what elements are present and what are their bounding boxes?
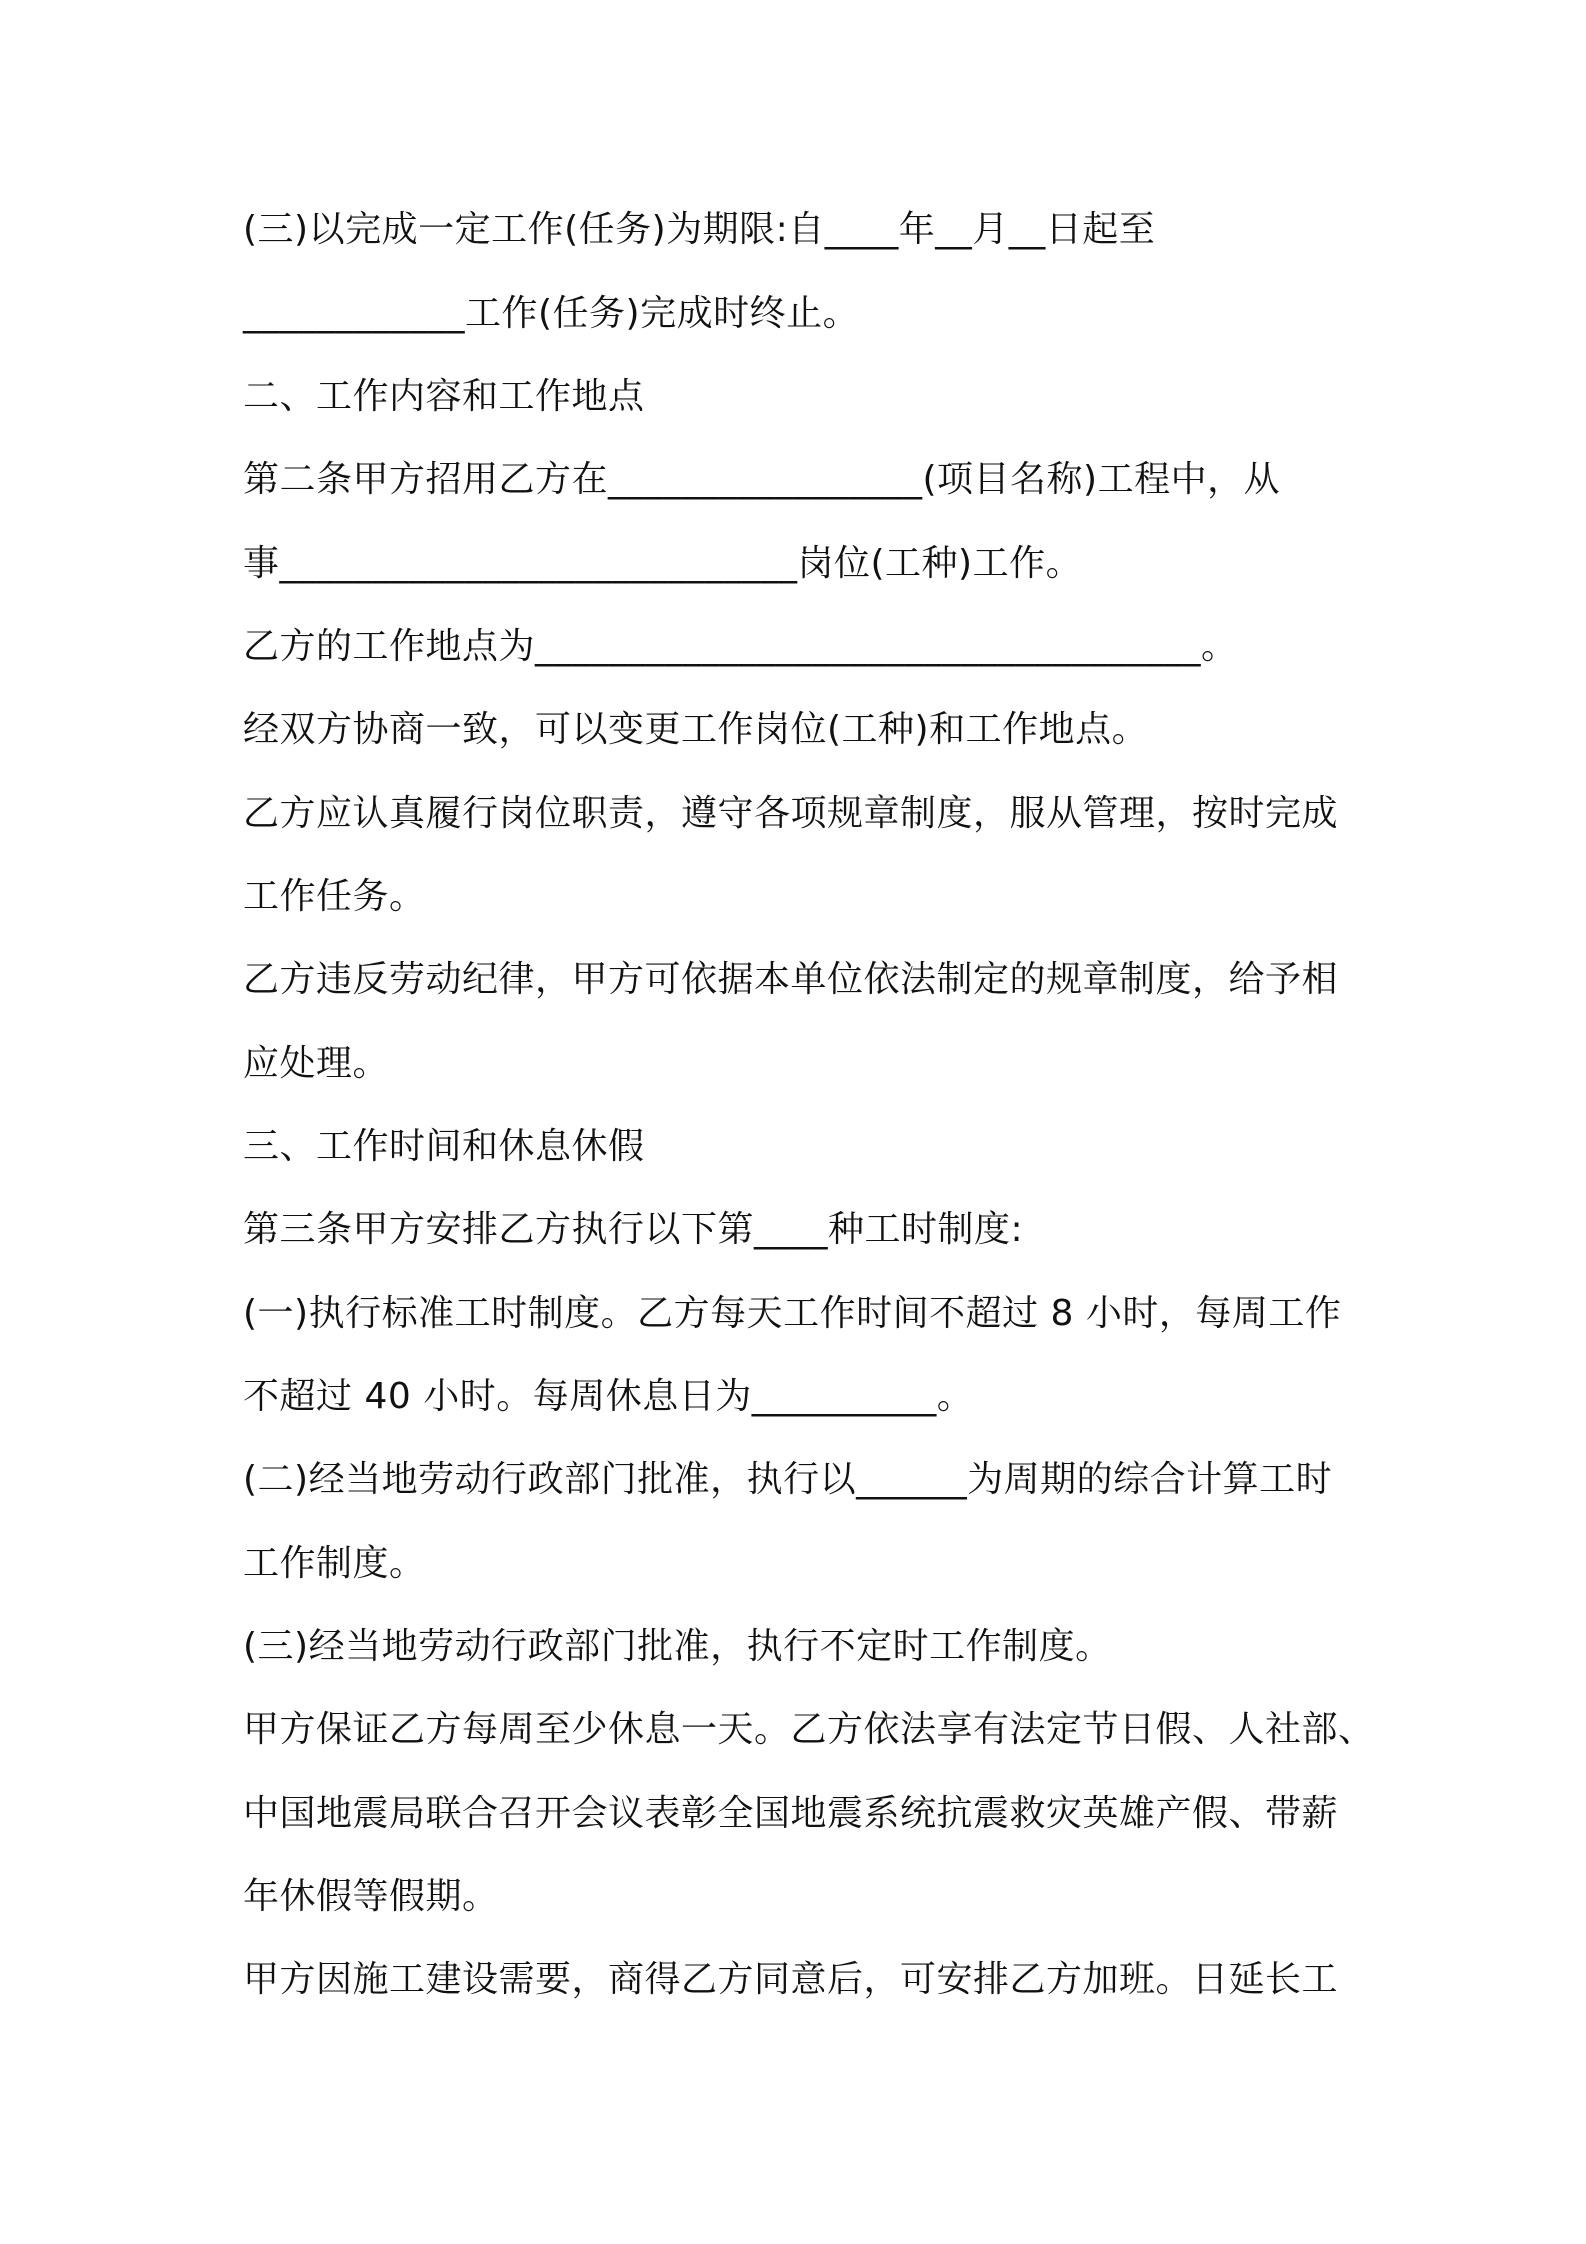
text-line: 乙方的工作地点为____________________________________。	[243, 626, 1238, 667]
text-line: 应处理。	[243, 1043, 390, 1084]
text-line: 甲方因施工建设需要，商得乙方同意后，可安排乙方加班。日延长工	[243, 1959, 1339, 2000]
text-line: 不超过 40 小时。每周休息日为__________。	[243, 1376, 974, 1417]
text-line: 甲方保证乙方每周至少休息一天。乙方依法享有法定节日假、人社部、	[243, 1709, 1375, 1750]
text-line: 第二条甲方招用乙方在_________________(项目名称)工程中，从	[243, 459, 1281, 500]
text-line: (三)以完成一定工作(任务)为期限:自____年__月__日起至	[243, 209, 1156, 250]
text-line: (二)经当地劳动行政部门批准，执行以______为周期的综合计算工时	[243, 1459, 1333, 1500]
text-line: 第三条甲方安排乙方执行以下第____种工时制度:	[243, 1209, 1024, 1250]
text-line: 工作制度。	[243, 1543, 426, 1584]
text-line: ____________工作(任务)完成时终止。	[243, 293, 860, 334]
section-heading: 三、工作时间和休息休假	[243, 1126, 645, 1167]
text-line: 工作任务。	[243, 876, 426, 917]
text-line: 中国地震局联合召开会议表彰全国地震系统抗震救灾英雄产假、带薪	[243, 1793, 1339, 1834]
text-line: 乙方应认真履行岗位职责，遵守各项规章制度，服从管理，按时完成	[243, 793, 1339, 834]
text-line: (三)经当地劳动行政部门批准，执行不定时工作制度。	[243, 1626, 1112, 1667]
text-line: 经双方协商一致，可以变更工作岗位(工种)和工作地点。	[243, 709, 1149, 750]
text-line: 事____________________________岗位(工种)工作。	[243, 543, 1083, 584]
section-heading: 二、工作内容和工作地点	[243, 376, 645, 417]
text-line: 年休假等假期。	[243, 1876, 499, 1917]
text-line: (一)执行标准工时制度。乙方每天工作时间不超过 8 小时，每周工作	[243, 1293, 1342, 1334]
text-line: 乙方违反劳动纪律，甲方可依据本单位依法制定的规章制度，给予相	[243, 959, 1339, 1000]
